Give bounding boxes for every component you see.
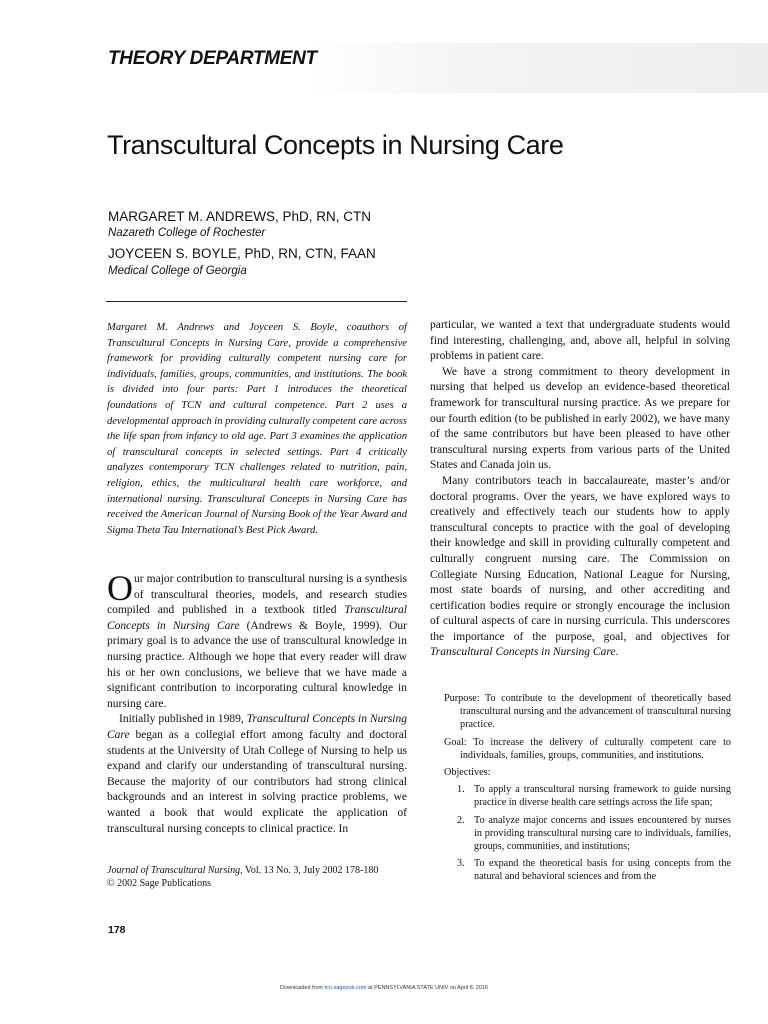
abstract-text: Margaret M. Andrews and Joyceen S. Boyle, coauthors of Transcultural Concepts in Nursing Care, provide a comprehensive framework for providing culturally competent nursing care for individuals, families, groups, communities, and institutions. The book is divided into four parts: Part 1 introduces the theoretical foundations of TCN and cultural competence. Part 2 uses a developmental approach in providing culturally competent care across the life span from infancy to old age. Part 3 examines the application of transcultural concepts in selected settings. Part 4 critically analyzes contemporary TCN challenges related to nutrition, pain, religion, ethics, the multicultural health care workforce, and international nursing. Transcultural Concepts in Nursing Care has received the American Journal of Nursing Book of the Year Award and Sigma Theta Tau International’s Best Pick Award. [107, 322, 407, 536]
department-heading: THEORY DEPARTMENT [108, 48, 317, 69]
download-footer: Downloaded from tcn.sagepub.com at PENNSYLVANIA STATE UNIV on April 8, 2016 [279, 985, 489, 991]
journal-details: Vol. 13 No. 3, July 2002 178-180 [242, 865, 379, 876]
purpose-statement: Purpose: To contribute to the development of theoretically based transcultural nursing and the advancement of transcultural nursing practice. [444, 693, 731, 731]
book-title-ref: Transcultural Concepts in Nursing Care [430, 646, 616, 659]
journal-citation [107, 864, 407, 890]
page-number: 178 [108, 924, 126, 936]
body-paragraph: We have a strong commitment to theory development in nursing that helped us develop an evidence-based theoretical framework for transcultural nursing practice. As we prepare for our fourth edition (to be published in early 2002), we have many of the same contributors but have been pleased to have other transcultural nursing experts from various parts of the United States and Canada join us. [430, 365, 730, 472]
author-name: MARGARET M. ANDREWS, PhD, RN, CTN [108, 209, 372, 224]
objectives-label: Objectives: [444, 767, 491, 779]
body-paragraph: particular, we wanted a text that undergraduate students would find interesting, challenging, and, above all, helpful in solving problems in patient care. [430, 319, 730, 363]
book-title-ref: Transcultural Concepts in Nursing Care [107, 713, 408, 741]
copyright-line: © 2002 Sage Publications [107, 878, 211, 889]
goal-statement: Goal: To increase the delivery of culturally competent care to individuals, families, groups, communities, and institutions. [444, 736, 731, 761]
list-item: 1. To apply a transcultural nursing framework to guide nursing practice in diverse health care settings across the life span; [457, 784, 731, 809]
right-column-body [430, 318, 730, 661]
article-title: Transcultural Concepts in Nursing Care [107, 130, 564, 160]
book-title-ref: Transcultural Concepts in Nursing Care [107, 604, 407, 632]
author-affiliation: Medical College of Georgia [108, 265, 247, 277]
purpose-goal-objectives-box [444, 692, 731, 884]
section-divider [106, 301, 407, 302]
journal-name: Journal of Transcultural Nursing, [107, 865, 243, 876]
author-name: JOYCEEN S. BOYLE, PhD, RN, CTN, FAAN [108, 246, 376, 261]
source-link[interactable]: tcn.sagepub.com [324, 985, 367, 991]
author-affiliation: Nazareth College of Rochester [108, 227, 266, 239]
body-paragraph: Initially published in 1989, Transcultural Concepts in Nursing Care began as a collegial effort among faculty and doctoral students at the University of Utah College of Nursing to help us expand and clarify our understanding of transcultural nursing. Because the majority of our contributors had strong clinical backgrounds and an interest in solving practice problems, we wanted a book that would explicate the application of transcultural nursing concepts to clinical practice. In [107, 713, 408, 835]
list-item: 2. To analyze major concerns and issues encountered by nurses in providing transcultural nursing care to individuals, families, groups, communities, and institutions; [457, 814, 731, 853]
body-paragraph: Our major contribution to transcultural nursing is a synthesis of transcultural theories, models, and research studies compiled and published in a textbook titled Transcultural Concepts in Nursing Care (Andrews & Boyle, 1999). Our primary goal is to advance the use of transcultural knowledge in nursing practice. Although we hope that every reader will draw his or her own conclusions, we believe that we have made a significant contribution to incorporating cultural knowledge in nursing care. [107, 568, 407, 710]
left-column-body [107, 568, 408, 837]
list-item: 3. To expand the theoretical basis for using concepts from the natural and behavioral sciences and from the [457, 858, 731, 883]
objectives-list [444, 783, 731, 883]
drop-cap: O [107, 568, 133, 608]
body-paragraph: Many contributors teach in baccalaureate, master’s and/or doctoral programs. Over the years, we have explored ways to creatively and effectively teach our students how to apply transcultural concepts to practice with the goal of developing their knowledge and skill in providing culturally competent and culturally congruent nursing care. The Commission on Collegiate Nursing Education, National League for Nursing, most state boards of nursing, and other accrediting and certification bodies require or strongly encourage the inclusion of cultural aspects of care in nursing curricula. This underscores the importance of the purpose, goal, and objectives for Transcultural Concepts in Nursing Care. [430, 474, 730, 659]
abstract [107, 320, 407, 538]
